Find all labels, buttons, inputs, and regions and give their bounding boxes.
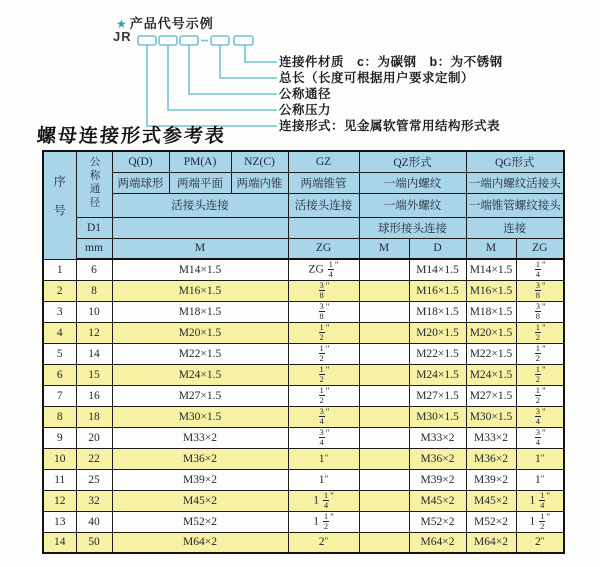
cell-gz-zg: $\frac{1}{2}$ ": [288, 322, 359, 343]
cell-qz-d: M16×1.5: [409, 280, 466, 301]
header-sub-qz2: 一端外螺纹: [359, 193, 466, 217]
cell-qz-d: M22×1.5: [409, 343, 466, 364]
cell-qg-zg: $\frac{3}{8}$ ": [516, 280, 564, 301]
header-dn: 公称通径: [76, 151, 112, 217]
cell-gz-zg: 1": [288, 448, 359, 469]
cell-qz-m: [359, 343, 409, 364]
table-row: [43, 385, 564, 406]
cell-qz-d: M20×1.5: [409, 322, 466, 343]
header-union-left: 活接头连接: [112, 193, 288, 217]
cell-seq: 7: [43, 385, 76, 406]
cell-m: M20×1.5: [112, 322, 288, 343]
cell-dn: 16: [76, 385, 112, 406]
cell-qz-m: [359, 532, 409, 553]
cell-qz-d: M45×2: [409, 490, 466, 511]
cell-seq: 3: [43, 301, 76, 322]
cell-gz-zg: 1 $\frac{1}{4}$ ": [288, 490, 359, 511]
leader-line-conn: [147, 45, 277, 126]
cell-seq: 10: [43, 448, 76, 469]
cell-m: M45×2: [112, 490, 288, 511]
cell-dn: 10: [76, 301, 112, 322]
leader-line-dn: [189, 45, 277, 94]
cell-dn: 12: [76, 322, 112, 343]
code-box-5: [234, 36, 253, 45]
header-seq: 序号: [43, 151, 76, 259]
table-title: 螺母连接形式参考表: [36, 126, 227, 147]
cell-m: M16×1.5: [112, 280, 288, 301]
header-blank-gz: [288, 217, 359, 238]
cell-seq: 4: [43, 322, 76, 343]
cell-qz-m: [359, 259, 409, 280]
cell-qz-d: M36×2: [409, 448, 466, 469]
cell-qg-m: M20×1.5: [466, 322, 516, 343]
cell-qz-d: M27×1.5: [409, 385, 466, 406]
header-col-nz: NZ(C): [231, 151, 288, 172]
cell-seq: 1: [43, 259, 76, 280]
cell-seq: 13: [43, 511, 76, 532]
cell-gz-zg: 1": [288, 469, 359, 490]
header-m: M: [112, 238, 288, 259]
callout-label-material: 连接件材质 c：为碳钢 b：为不锈钢: [279, 55, 503, 69]
header-qg-zg: ZG: [516, 238, 564, 259]
cell-qg-m: M52×2: [466, 511, 516, 532]
header-col-q: Q(D): [112, 151, 169, 172]
cell-m: M36×2: [112, 448, 288, 469]
cell-qz-m: [359, 385, 409, 406]
header-blank-left: [112, 217, 288, 238]
header-sub-nz: 两端内锥: [231, 172, 288, 193]
star-icon: ★: [116, 17, 128, 31]
cell-qz-d: M52×2: [409, 511, 466, 532]
cell-seq: 14: [43, 532, 76, 553]
header-col-gz: GZ: [288, 151, 359, 172]
cell-qg-zg: $\frac{1}{2}$ ": [516, 385, 564, 406]
cell-qz-m: [359, 427, 409, 448]
code-prefix: JR: [113, 29, 132, 44]
cell-gz-zg: $\frac{1}{2}$ ": [288, 343, 359, 364]
header-sub-q: 两端球形: [112, 172, 169, 193]
cell-qz-m: [359, 364, 409, 385]
table-row: [43, 364, 564, 385]
cell-gz-zg: $\frac{3}{4}$ ": [288, 427, 359, 448]
table-row: [43, 280, 564, 301]
table-row: [43, 448, 564, 469]
cell-qz-m: [359, 406, 409, 427]
cell-qg-zg: 1 $\frac{1}{4}$ ": [516, 490, 564, 511]
cell-seq: 8: [43, 406, 76, 427]
cell-gz-zg: $\frac{3}{8}$ ": [288, 301, 359, 322]
cell-m: M39×2: [112, 469, 288, 490]
cell-m: M14×1.5: [112, 259, 288, 280]
cell-qz-m: [359, 280, 409, 301]
table-row: [43, 343, 564, 364]
cell-qg-zg: $\frac{1}{2}$ ": [516, 364, 564, 385]
cell-qg-m: M24×1.5: [466, 364, 516, 385]
table-row: [43, 469, 564, 490]
header-sub-pm: 两端平面: [169, 172, 231, 193]
header-d1: D1: [76, 217, 112, 238]
cell-qg-m: M27×1.5: [466, 385, 516, 406]
header-qz-d: D: [409, 238, 466, 259]
nut-connection-table: [42, 150, 565, 554]
cell-qz-d: M18×1.5: [409, 301, 466, 322]
cell-qg-m: M39×2: [466, 469, 516, 490]
cell-m: M64×2: [112, 532, 288, 553]
cell-seq: 11: [43, 469, 76, 490]
cell-seq: 5: [43, 343, 76, 364]
header-mm: mm: [76, 238, 112, 259]
cell-qz-m: [359, 490, 409, 511]
table-header: [43, 151, 564, 259]
cell-dn: 18: [76, 406, 112, 427]
cell-qg-zg: $\frac{1}{2}$ ": [516, 343, 564, 364]
table-row: [43, 301, 564, 322]
cell-gz-zg: ZG $\frac{1}{4}$ ": [288, 259, 359, 280]
cell-dn: 15: [76, 364, 112, 385]
cell-dn: 25: [76, 469, 112, 490]
cell-qg-zg: 2": [516, 532, 564, 553]
cell-qg-zg: $\frac{3}{4}$ ": [516, 427, 564, 448]
cell-qz-d: M33×2: [409, 427, 466, 448]
cell-gz-zg: $\frac{1}{2}$ ": [288, 364, 359, 385]
cell-m: M33×2: [112, 427, 288, 448]
code-box-4: [211, 36, 229, 45]
cell-m: M27×1.5: [112, 385, 288, 406]
cell-qz-m: [359, 301, 409, 322]
header-zg: ZG: [288, 238, 359, 259]
cell-dn: 14: [76, 343, 112, 364]
table-row: [43, 511, 564, 532]
cell-dn: 22: [76, 448, 112, 469]
header-col-qg: QG形式: [466, 151, 564, 172]
header-union-gz: 活接头连接: [288, 193, 359, 217]
cell-qz-d: M64×2: [409, 532, 466, 553]
cell-qg-m: M16×1.5: [466, 280, 516, 301]
code-box-3: [180, 36, 198, 45]
cell-qg-m: M14×1.5: [466, 259, 516, 280]
cell-qg-zg: 1": [516, 469, 564, 490]
cell-dn: 6: [76, 259, 112, 280]
cell-seq: 9: [43, 427, 76, 448]
cell-seq: 2: [43, 280, 76, 301]
table-row: [43, 427, 564, 448]
cell-dn: 8: [76, 280, 112, 301]
header-qz-m: M: [359, 238, 409, 259]
header-sub-gz: 两端锥管: [288, 172, 359, 193]
table-row: [43, 406, 564, 427]
header-col-qz: QZ形式: [359, 151, 466, 172]
table-row: [43, 259, 564, 280]
cell-m: M52×2: [112, 511, 288, 532]
cell-gz-zg: 1 $\frac{1}{2}$ ": [288, 511, 359, 532]
cell-qz-d: M24×1.5: [409, 364, 466, 385]
cell-qg-zg: 1": [516, 448, 564, 469]
cell-qg-m: M45×2: [466, 490, 516, 511]
cell-qg-zg: $\frac{3}{4}$ ": [516, 406, 564, 427]
cell-qg-m: M22×1.5: [466, 343, 516, 364]
table-row: [43, 490, 564, 511]
diagram-title-text: 产品代号示例: [129, 16, 214, 31]
cell-dn: 32: [76, 490, 112, 511]
cell-qz-d: M14×1.5: [409, 259, 466, 280]
cell-seq: 6: [43, 364, 76, 385]
cell-qg-m: M18×1.5: [466, 301, 516, 322]
cell-qz-d: M30×1.5: [409, 406, 466, 427]
callout-label-dn: 公称通径: [279, 87, 332, 101]
header-qg-m: M: [466, 238, 516, 259]
callout-label-pressure: 公称压力: [279, 103, 332, 117]
cell-qg-m: M33×2: [466, 427, 516, 448]
header-sub-qg1: 一端内螺纹活接头: [466, 172, 564, 193]
cell-gz-zg: $\frac{1}{2}$ ": [288, 385, 359, 406]
table-row: [43, 532, 564, 553]
code-box-2: [159, 36, 177, 45]
cell-dn: 40: [76, 511, 112, 532]
header-sub-qg2: 一端锥管螺纹接头: [466, 193, 564, 217]
cell-m: M18×1.5: [112, 301, 288, 322]
cell-qg-m: M36×2: [466, 448, 516, 469]
cell-qg-zg: 1 $\frac{1}{2}$ ": [516, 511, 564, 532]
header-col-pm: PM(A): [169, 151, 231, 172]
header-sub-qz1: 一端内螺纹: [359, 172, 466, 193]
cell-dn: 50: [76, 532, 112, 553]
callout-label-conn: 连接形式：见金属软管常用结构形式表: [279, 119, 501, 133]
cell-qg-zg: $\frac{1}{2}$ ": [516, 322, 564, 343]
cell-seq: 12: [43, 490, 76, 511]
cell-dn: 20: [76, 427, 112, 448]
code-box-1: [138, 36, 156, 45]
cell-m: M30×1.5: [112, 406, 288, 427]
cell-gz-zg: 2": [288, 532, 359, 553]
cell-m: M22×1.5: [112, 343, 288, 364]
cell-qg-zg: $\frac{3}{8}$ ": [516, 301, 564, 322]
table-body: [43, 259, 564, 553]
cell-qz-m: [359, 448, 409, 469]
header-ball-conn: 球形接头连接: [359, 217, 466, 238]
cell-qz-m: [359, 511, 409, 532]
cell-qg-m: M64×2: [466, 532, 516, 553]
leader-line-material: [245, 45, 277, 62]
cell-gz-zg: $\frac{3}{8}$ ": [288, 280, 359, 301]
header-conn: 连接: [466, 217, 564, 238]
cell-qz-d: M39×2: [409, 469, 466, 490]
cell-qg-zg: $\frac{1}{4}$ ": [516, 259, 564, 280]
cell-qg-m: M30×1.5: [466, 406, 516, 427]
cell-gz-zg: $\frac{3}{4}$ ": [288, 406, 359, 427]
table-row: [43, 322, 564, 343]
cell-qz-m: [359, 469, 409, 490]
cell-qz-m: [359, 322, 409, 343]
callout-label-length: 总长（长度可根据用户要求定制）: [279, 71, 475, 85]
cell-m: M24×1.5: [112, 364, 288, 385]
